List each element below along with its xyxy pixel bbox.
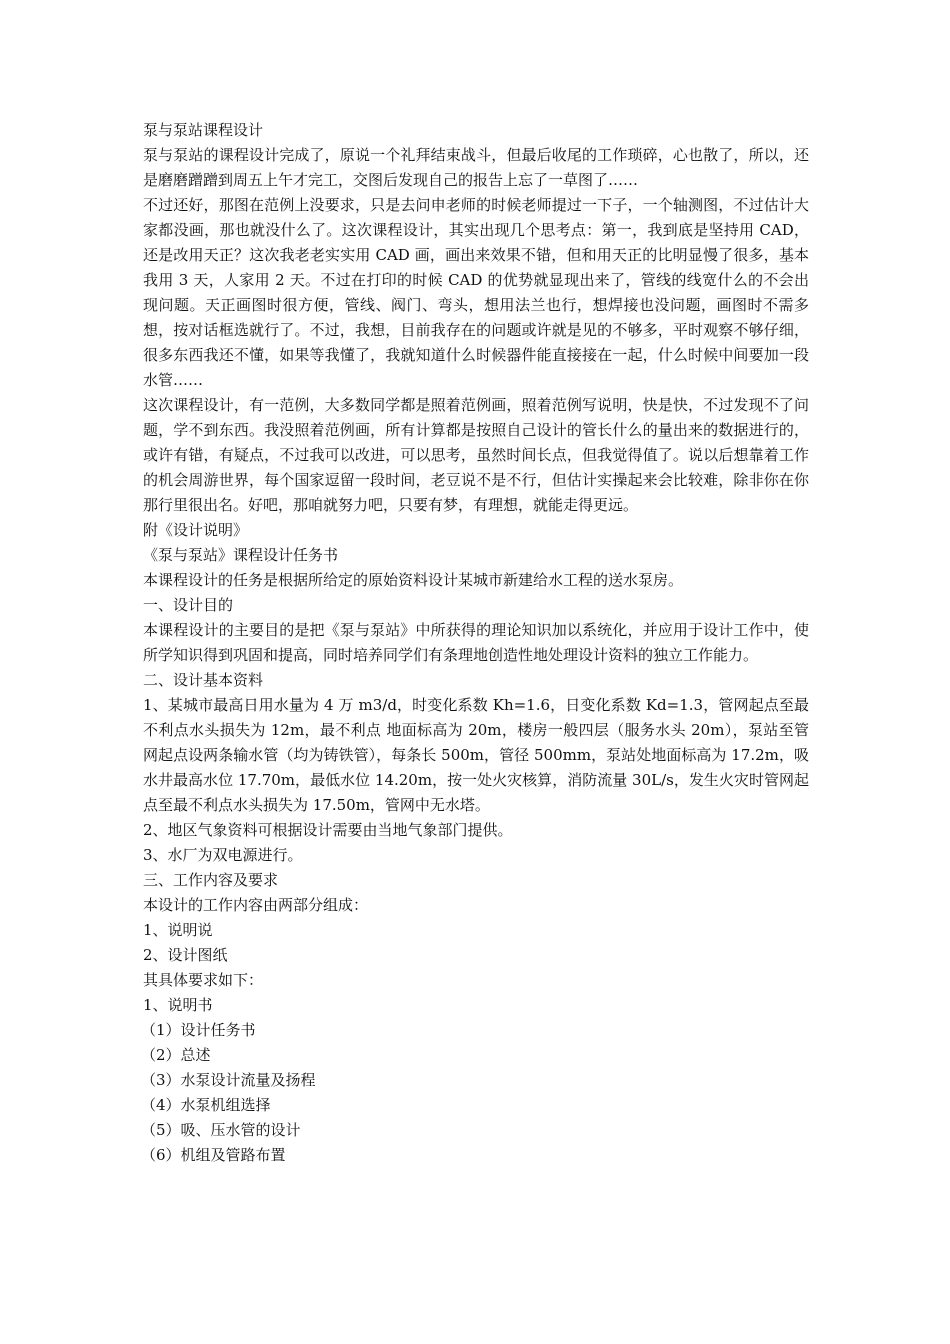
section3-part-2: 2、设计图纸 [143, 946, 228, 964]
section3-part-1: 1、说明说 [143, 921, 213, 939]
section2-item-2: 2、地区气象资料可根据设计需要由当地气象部门提供。 [143, 821, 513, 839]
section2-item-3: 3、水厂为双电源进行。 [143, 846, 303, 864]
booklet-item-2: （2）总述 [141, 1046, 211, 1064]
booklet-item-6: （6）机组及管路布置 [141, 1146, 286, 1164]
booklet-item-5: （5）吸、压水管的设计 [141, 1121, 301, 1139]
section2-heading: 二、设计基本资料 [143, 671, 264, 689]
booklet-item-1: （1）设计任务书 [141, 1021, 256, 1039]
section3-intro: 本设计的工作内容由两部分组成： [143, 896, 369, 914]
intro-paragraph-1: 泵与泵站的课程设计完成了，原说一个礼拜结束战斗，但最后收尾的工作琐碎，心也散了，所以，还是磨磨蹭蹭到周五上午才完工，交图后发现自己的报告上忘了一草图了…… [143, 146, 809, 189]
appendix-label: 附《设计说明》 [143, 521, 249, 539]
task-intro: 本课程设计的任务是根据所给定的原始资料设计某城市新建给水工程的送水泵房。 [143, 571, 684, 589]
section3-heading: 三、工作内容及要求 [143, 871, 279, 889]
booklet-heading: 1、说明书 [143, 996, 213, 1014]
section2-item-1: 1、某城市最高日用水量为 4 万 m3/d，时变化系数 Kh=1.6，日变化系数 Kd=1.3，管网起点至最不利点水头损失为 12m，最不利点 地面标高为 20m，楼房一般四层（服务水头 20m），泵站至管网起点设两条输水管（均为铸铁管），每条长 500m，管径 500mm，泵站处地面标高为 17.2m，吸水井最高水位 17.70m，最低水位 14.20m，按一处火灾核算，消防流量 30L/s，发生火灾时管网起点至最不利点水头损失为 17.50m，管网中无水塔。 [143, 696, 809, 814]
booklet-item-3: （3）水泵设计流量及扬程 [141, 1071, 316, 1089]
document-page [143, 118, 809, 1168]
section3-detail-intro: 其具体要求如下： [143, 971, 264, 989]
booklet-item-4: （4）水泵机组选择 [141, 1096, 271, 1114]
section1-text: 本课程设计的主要目的是把《泵与泵站》中所获得的理论知识加以系统化，并应用于设计工作中，使所学知识得到巩固和提高，同时培养同学们有条理地创造性地处理设计资料的独立工作能力。 [143, 621, 809, 664]
document-title: 泵与泵站课程设计 [143, 121, 264, 139]
section1-heading: 一、设计目的 [143, 596, 234, 614]
intro-paragraph-2: 不过还好，那图在范例上没要求，只是去问申老师的时候老师提过一下子，一个轴测图，不过估计大家都没画，那也就没什么了。这次课程设计，其实出现几个思考点：第一，我到底是坚持用 CAD，还是改用天正？这次我老老实实用 CAD 画，画出来效果不错，但和用天正的比明显慢了很多，基本我用 3 天，人家用 2 天。不过在打印的时候 CAD 的优势就显现出来了，管线的线宽什么的不会出现问题。天正画图时很方便，管线、阀门、弯头，想用法兰也行，想焊接也没问题，画图时不需多想，按对话框选就行了。不过，我想，目前我存在的问题或许就是见的不够多，平时观察不够仔细，很多东西我还不懂，如果等我懂了，我就知道什么时候器件能直接接在一起，什么时候中间要加一段水管…… [143, 196, 809, 389]
intro-paragraph-3: 这次课程设计，有一范例，大多数同学都是照着范例画，照着范例写说明，快是快，不过发现不了问题，学不到东西。我没照着范例画，所有计算都是按照自己设计的管长什么的量出来的数据进行的，或许有错，有疑点，不过我可以改进，可以思考，虽然时间长点，但我觉得值了。说以后想靠着工作的机会周游世界，每个国家逗留一段时间，老豆说不是不行，但估计实操起来会比较难，除非你在你那行里很出名。好吧，那咱就努力吧，只要有梦，有理想，就能走得更远。 [143, 396, 809, 514]
task-title: 《泵与泵站》课程设计任务书 [143, 546, 339, 564]
